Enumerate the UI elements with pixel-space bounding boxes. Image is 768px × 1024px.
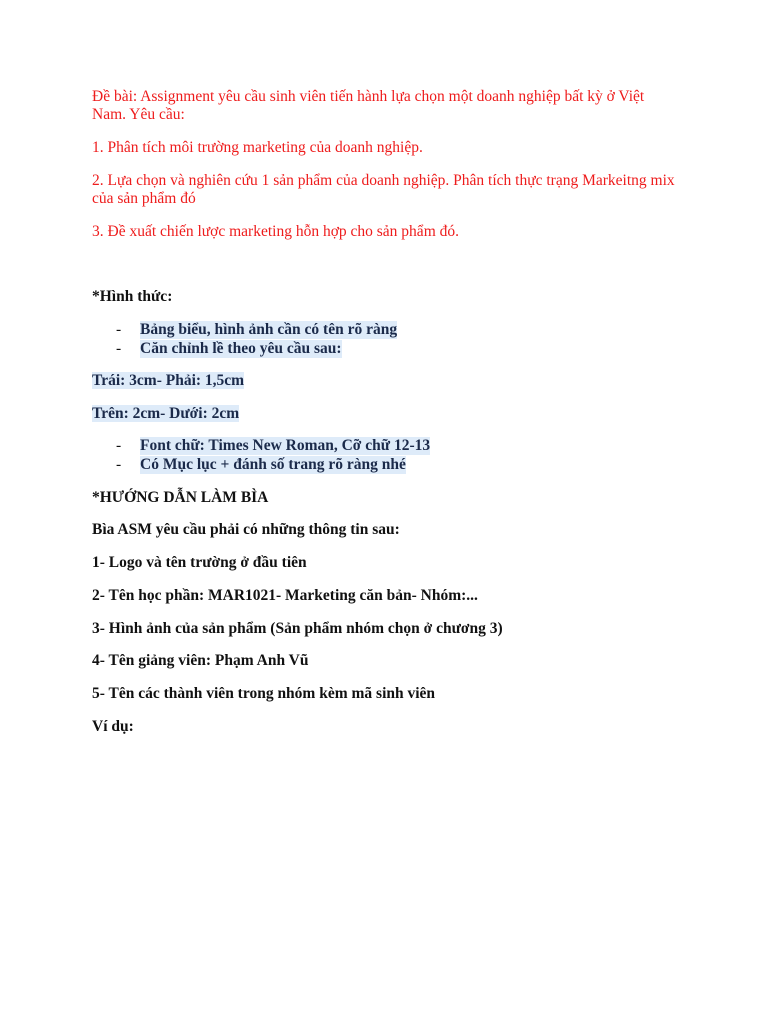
bullet-text: Font chữ: Times New Roman, Cỡ chữ 12-13 [140, 437, 431, 454]
bullet-dash: - [116, 437, 122, 454]
margins-left-right-text: Trái: 3cm- Phải: 1,5cm [92, 372, 245, 389]
requirement-2: 2. Lựa chọn và nghiên cứu 1 sản phẩm của doanh nghiệp. Phân tích thực trạng Markeitng mix của sản phẩm đó [92, 172, 675, 207]
cover-item-5: 5- Tên các thành viên trong nhóm kèm mã sinh viên [92, 685, 436, 702]
bullet-text: Có Mục lục + đánh số trang rõ ràng nhé [140, 456, 406, 473]
bullet-text: Bảng biểu, hình ảnh cần có tên rõ ràng [140, 321, 398, 338]
format-heading: *Hình thức: [92, 288, 173, 305]
bullet-text: Căn chỉnh lề theo yêu cầu sau: [140, 340, 342, 357]
cover-guide-heading: *HƯỚNG DẪN LÀM BÌA [92, 489, 269, 506]
assignment-intro: Đề bài: Assignment yêu cầu sinh viên tiến hành lựa chọn một doanh nghiệp bất kỳ ở Việt Nam. Yêu cầu: [92, 88, 645, 123]
cover-item-3: 3- Hình ảnh của sản phẩm (Sản phẩm nhóm chọn ở chương 3) [92, 620, 503, 637]
requirement-1: 1. Phân tích môi trường marketing của doanh nghiệp. [92, 139, 423, 156]
example-label: Ví dụ: [92, 718, 134, 735]
cover-item-2: 2- Tên học phần: MAR1021- Marketing căn bản- Nhóm:... [92, 587, 478, 604]
margins-top-bottom-text: Trên: 2cm- Dưới: 2cm [92, 405, 240, 422]
margins-left-right [92, 372, 682, 390]
cover-item-1: 1- Logo và tên trường ở đầu tiên [92, 554, 307, 571]
bullet-dash: - [116, 456, 122, 473]
cover-item-4: 4- Tên giảng viên: Phạm Anh Vũ [92, 652, 309, 669]
margins-top-bottom [92, 405, 682, 423]
cover-guide-intro: Bìa ASM yêu cầu phải có những thông tin sau: [92, 521, 400, 538]
requirement-3: 3. Đề xuất chiến lược marketing hỗn hợp cho sản phẩm đó. [92, 223, 459, 240]
bullet-dash: - [116, 340, 122, 357]
bullet-dash: - [116, 321, 122, 338]
